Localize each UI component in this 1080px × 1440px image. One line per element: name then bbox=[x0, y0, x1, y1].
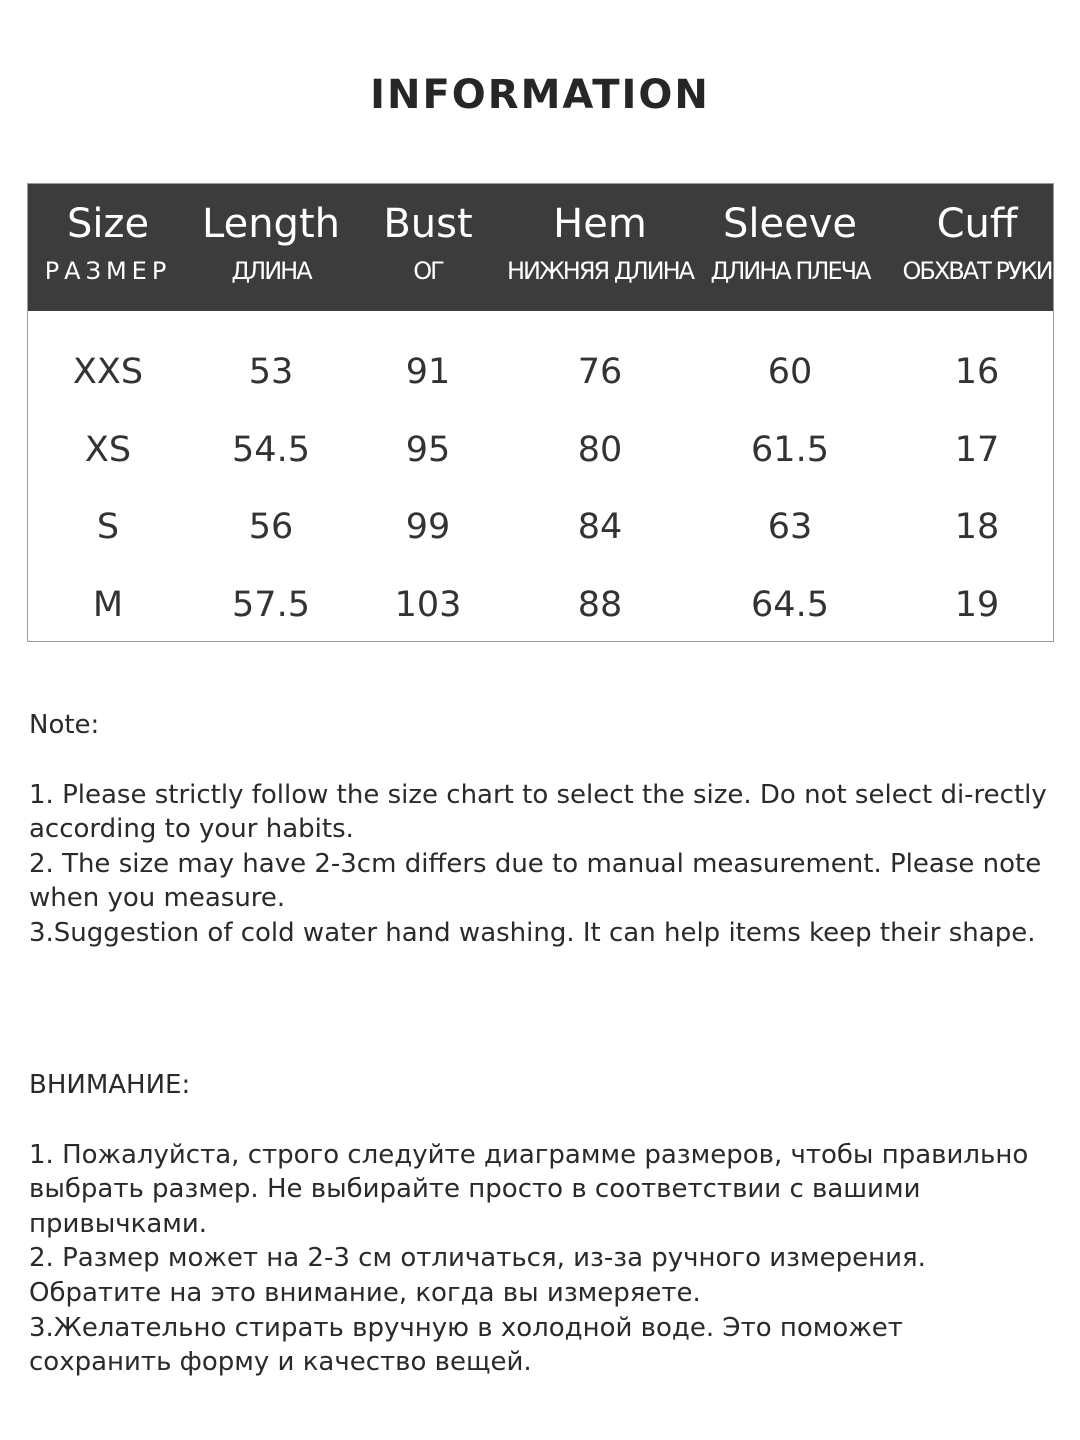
table-row bbox=[28, 333, 1053, 411]
col-header-size bbox=[45, 184, 172, 311]
table-cell: 88 bbox=[577, 585, 623, 625]
table-cell: M bbox=[92, 585, 124, 625]
table-row bbox=[28, 566, 1053, 644]
table-cell: 76 bbox=[577, 352, 623, 392]
table-cell: 63 bbox=[767, 507, 813, 547]
table-cell: XXS bbox=[72, 352, 144, 392]
note-item: 3.Желательно стирать вручную в холодной воде. Это поможет сохранить форму и качество вещей. bbox=[29, 1312, 903, 1378]
table-cell: 54.5 bbox=[232, 430, 310, 470]
col-header-hem bbox=[507, 184, 693, 311]
note-item: 2. The size may have 2-3cm differs due to manual measurement. Please note when you measure. bbox=[29, 848, 1042, 914]
table-cell: 103 bbox=[394, 585, 462, 625]
col-header-sublabel: РАЗМЕР bbox=[44, 257, 172, 285]
col-header-cuff bbox=[902, 184, 1051, 311]
size-chart-table bbox=[27, 183, 1054, 642]
table-cell: 18 bbox=[954, 507, 1000, 547]
table-cell: 99 bbox=[405, 507, 451, 547]
table-cell: XS bbox=[84, 430, 132, 470]
table-cell: 19 bbox=[954, 585, 1000, 625]
note-item: 1. Пожалуйста, строго следуйте диаграмме размеров, чтобы правильно выбрать размер. Не выбирайте просто в соответствии с вашими привычками. bbox=[29, 1139, 1029, 1239]
table-cell: 57.5 bbox=[232, 585, 310, 625]
table-cell: 64.5 bbox=[751, 585, 829, 625]
table-cell: 16 bbox=[954, 352, 1000, 392]
table-header bbox=[28, 184, 1053, 311]
col-header-sublabel: ДЛИНА bbox=[231, 257, 311, 285]
note-heading: Note: bbox=[29, 710, 100, 740]
table-row bbox=[28, 488, 1053, 566]
col-header-bust bbox=[383, 184, 472, 311]
table-cell: 17 bbox=[954, 430, 1000, 470]
note-russian bbox=[29, 1068, 1049, 1380]
table-row bbox=[28, 411, 1053, 489]
col-header-sublabel: ОГ bbox=[413, 257, 443, 285]
col-header-sublabel: ДЛИНА ПЛЕЧА bbox=[710, 257, 870, 285]
table-cell: 95 bbox=[405, 430, 451, 470]
col-header-label: Size bbox=[66, 201, 150, 247]
note-item: 2. Размер может на 2-3 см отличаться, из-за ручного измерения. Обратите на это внимание, когда вы измеряете. bbox=[29, 1243, 926, 1308]
table-cell: 60 bbox=[767, 352, 813, 392]
table-cell: 84 bbox=[577, 507, 623, 547]
table-cell: 80 bbox=[577, 430, 623, 470]
page-title: INFORMATION bbox=[370, 72, 710, 118]
table-cell: S bbox=[96, 507, 120, 547]
col-header-length bbox=[202, 184, 340, 311]
table-cell: 91 bbox=[405, 352, 451, 392]
table-cell: 53 bbox=[248, 352, 294, 392]
note-item: 3.Suggestion of cold water hand washing. It can help items keep their shape. bbox=[29, 917, 1036, 948]
table-cell: 56 bbox=[248, 507, 294, 547]
col-header-label: Sleeve bbox=[722, 201, 858, 247]
col-header-label: Hem bbox=[553, 201, 647, 247]
note-item: 1. Please strictly follow the size chart to select the size. Do not select di-rectly according to your habits. bbox=[29, 779, 1047, 845]
note-heading: ВНИМАНИЕ: bbox=[29, 1070, 191, 1100]
col-header-label: Bust bbox=[383, 201, 473, 247]
table-cell: 61.5 bbox=[751, 430, 829, 470]
col-header-sublabel: ОБХВАТ РУКИ bbox=[902, 257, 1052, 285]
col-header-label: Length bbox=[202, 201, 340, 247]
col-header-label: Cuff bbox=[936, 201, 1018, 247]
col-header-sleeve bbox=[711, 184, 870, 311]
note-english bbox=[29, 708, 1049, 951]
col-header-sublabel: НИЖНЯЯ ДЛИНА bbox=[506, 257, 694, 285]
